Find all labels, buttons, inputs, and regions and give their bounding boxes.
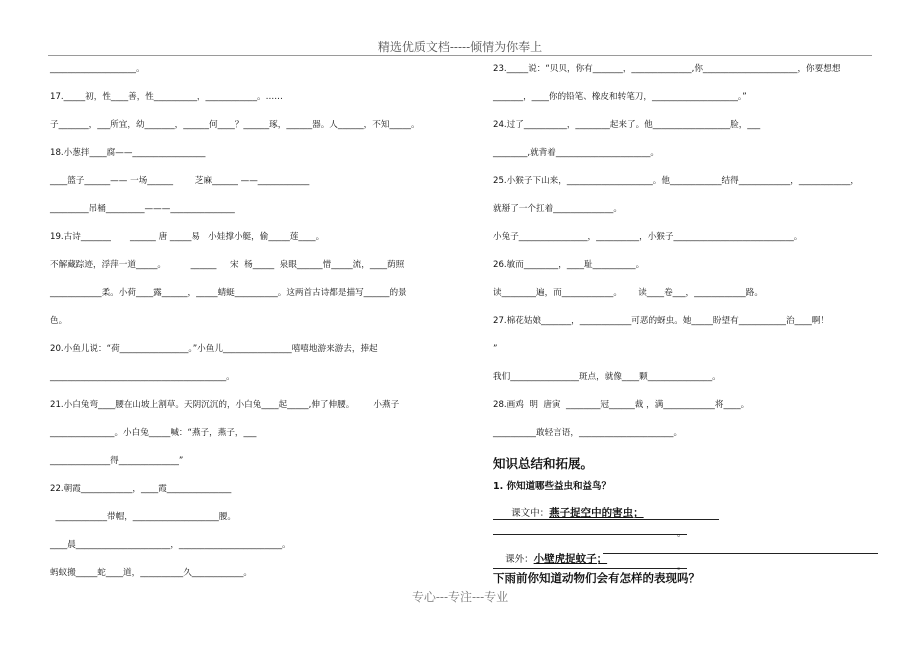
- text-line: _________________________________________。: [50, 372, 235, 382]
- answer-period: 。: [677, 562, 687, 572]
- text-line: ____篮子______—— 一场______ 芝麻______ ——____________: [50, 176, 310, 186]
- text-line: 19.古诗_______ ______ 唐 _____易 小娃撑小艇，偷_____莲____。: [50, 232, 325, 242]
- text-line: 我们________________斑点，就像____颗_______________。: [493, 372, 721, 382]
- text-line: ____________________。: [50, 64, 145, 74]
- answer-period: 。: [677, 529, 687, 539]
- text-line: 蚂蚁搬_____蛇____道，__________久____________。: [50, 568, 252, 578]
- text-line: 21.小白兔弯____腰在山坡上割草。天阴沉沉的，小白兔____起_____,伸了伸腰。 小燕子: [50, 400, 400, 410]
- text-line: ____________柔。小荷____露______，_____蜻蜓__________。这两首古诗都是描写______的景: [50, 288, 407, 298]
- text-line: 就掰了一个扛着______________。: [493, 204, 622, 214]
- text-line: 27.棉花姑娘_______，____________可恶的蚜虫。她_____盼望有___________治____啊！: [493, 316, 829, 326]
- text-line: 22.朝霞____________，____霞_______________: [50, 484, 232, 494]
- in-text-answer: 燕子捉空中的害虫；: [549, 507, 644, 519]
- out-label-text: 课外：: [505, 554, 534, 565]
- page-header: 精选优质文档-----倾情为你奉上: [377, 40, 543, 54]
- text-line: 28.画鸡 明 唐寅 ________冠______裁 ，满____________将____。: [493, 400, 750, 410]
- text-line: __________敢轻言语，______________________。: [493, 428, 683, 438]
- in-text-label-text: 课文中：: [511, 508, 550, 519]
- text-line: 24.过了__________，________起来了。他__________________脸，___: [493, 120, 761, 130]
- header-divider: [48, 55, 872, 56]
- summary-title: 知识总结和拓展。: [493, 456, 594, 471]
- page-footer: 专心---专注---专业: [411, 590, 509, 604]
- text-line: 小兔子________________，__________，小猴子____________________________。: [493, 232, 803, 242]
- text-line: ”: [493, 344, 498, 354]
- text-line: 不解藏踪迹，浮萍一道_____。 ______ 宋 杨_____ 泉眼______惜_____流，____荫照: [50, 260, 405, 270]
- text-line: _______，____你的铅笔、橡皮和转笔刀，____________________。”: [493, 92, 747, 102]
- text-line: _______________。小白兔_____喊：“燕子，燕子，___: [50, 428, 257, 438]
- text-line: ________,就背着______________________。: [493, 148, 660, 158]
- text-line: 20.小鱼儿说：“荷________________。”小鱼儿________________嘻嘻地游来游去，捧起: [50, 344, 378, 354]
- out-answer: 小壁虎捉蚊子；: [533, 553, 608, 565]
- text-line: 17._____初，性____善，性__________，____________。……: [50, 92, 283, 102]
- text-line: ____晨______________________，________________________。: [50, 540, 291, 550]
- answer-line: [493, 568, 687, 569]
- answer-line: [493, 519, 719, 520]
- answer-line: [603, 553, 878, 554]
- text-line: 23._____说：“贝贝，你有_______，______________,你______________________，你要想想: [493, 64, 841, 74]
- text-line: 18.小葱拌____腐——_________________: [50, 148, 206, 158]
- text-line: ____________带帽，____________________腰。: [50, 512, 236, 522]
- text-line: 子_______，___所宜，幼_______，______何____？______琢，______器。人______，不知_____。: [50, 120, 420, 130]
- answer-line: [493, 534, 687, 535]
- text-line: 25.小猴子下山来，____________________。他____________结得____________，____________，: [493, 176, 860, 186]
- text-line: 读________遍，而____________。 读____卷___，____________路。: [493, 288, 763, 298]
- question-beneficial-animals: 1. 你知道哪些益虫和益鸟？: [493, 481, 612, 492]
- in-text-label: [499, 494, 644, 531]
- question-rain-animals: 下雨前你知道动物们会有怎样的表现吗？: [493, 571, 700, 585]
- text-line: ______________得______________”: [50, 456, 184, 466]
- text-line: 26.敏而________，____耻__________。: [493, 260, 645, 270]
- text-line: _________吊桶_________———_______________: [50, 204, 235, 214]
- text-line: 色。: [50, 316, 68, 326]
